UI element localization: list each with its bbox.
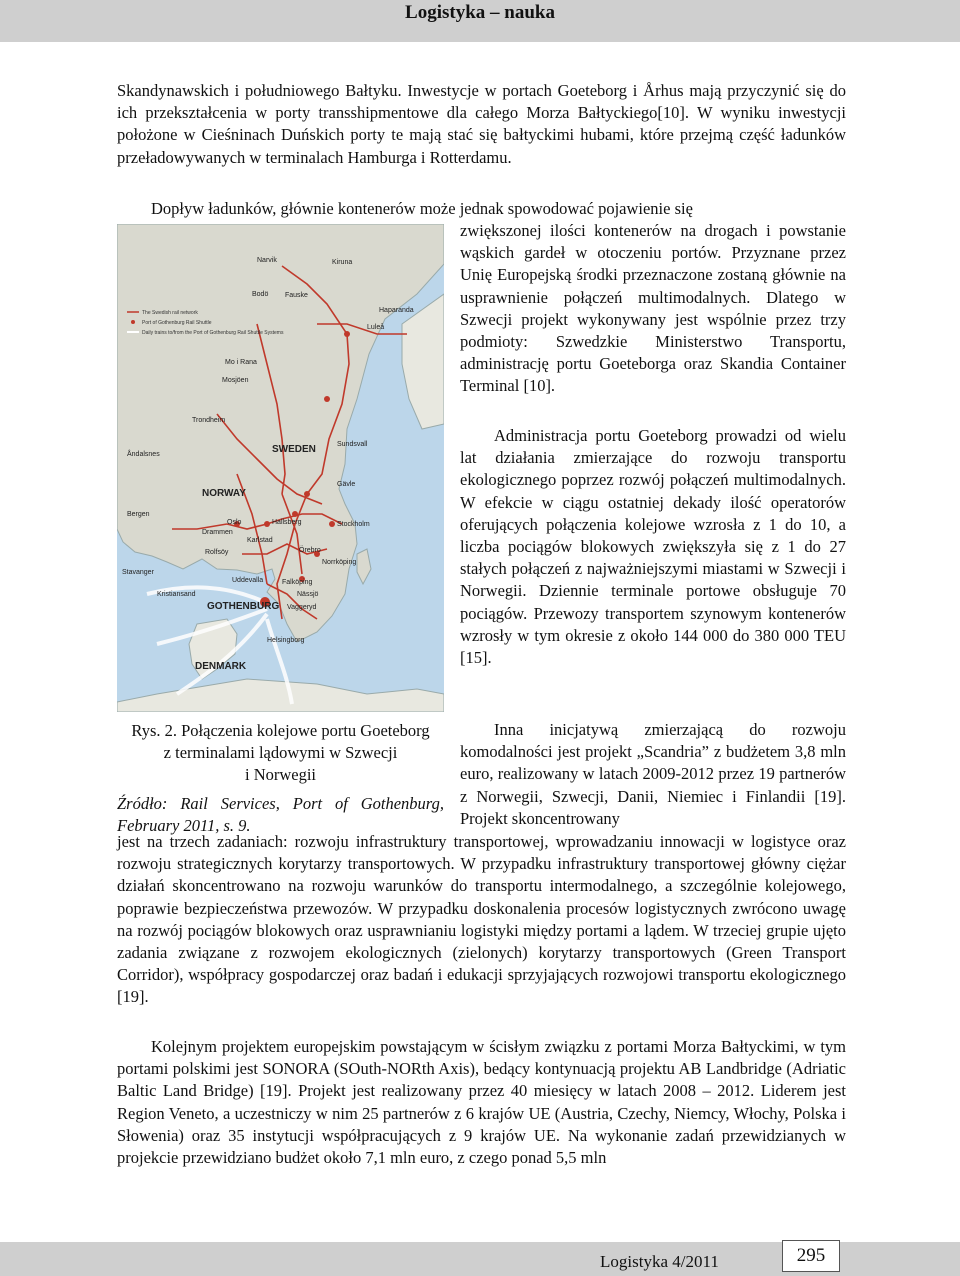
caption-line-2: z terminalami lądowymi w Szwecji bbox=[163, 743, 398, 763]
map-label-fauske: Fauske bbox=[285, 292, 308, 299]
map-label-kristiansand: Kristiansand bbox=[157, 591, 196, 598]
paragraph-2-start: Dopływ ładunków, głównie kontenerów może jednak spowodować pojawienie się bbox=[151, 199, 693, 218]
map-label-trondheim: Trondheim bbox=[192, 417, 226, 424]
map-label-karlstad: Karlstad bbox=[247, 537, 273, 544]
map-label-sundsvall: Sundsvall bbox=[337, 441, 368, 448]
caption-line-3: i Norwegii bbox=[244, 765, 317, 785]
map-label-hallsberg: Hallsberg bbox=[272, 519, 302, 526]
paragraph-3: Administracja portu Goeteborg prowadzi od wielu lat działania zmierzające do rozwoju transportu ekologicznego poprzez rozwój połączeń multimodalnych. W efekcie w ciągu ostatniej dekady ilość operatorów oferujących połączenia kolejowe wzrosła z 1 do 10, a liczba pociągów blokowych zwiększyła się z 1 do 27 stałych połączeń z najważniejszymi miastami w Szwecji i Norwegii. Dziennie terminale portowe obsługuje 70 pociągów. Przewozy transportem szynowym kontenerów wzrosły w tym okresie z około 144 000 do 380 000 TEU [15]. bbox=[460, 426, 846, 668]
map-label-rolfsoy: Rolfsöy bbox=[205, 549, 229, 556]
map-label-denmark: DENMARK bbox=[195, 661, 247, 672]
paragraph-4-start: Inna inicjatywą zmierzającą do rozwoju komodalności jest projekt „Scandria” z budżetem 3,8 mln euro, realizowany w latach 2009-2012 przez 19 partnerów z Norwegii, Szwecji, Danii, Niemiec i Finlandii [19]. Projekt skoncentrowany bbox=[460, 720, 846, 828]
map-label-nassjo: Nässjö bbox=[297, 591, 319, 598]
map-label-stockholm: Stockholm bbox=[337, 521, 370, 528]
map-label-andalsnes: Åndalsnes bbox=[127, 451, 160, 458]
page-number: 295 bbox=[782, 1240, 840, 1272]
running-header-title: Logistyka – nauka bbox=[405, 2, 555, 23]
paragraph-5: Kolejnym projektem europejskim powstającym w ścisłym związku z portami Morza Bałtyckimi, w tym portami polskimi jest SONORA (SOuth-NORth Axis), bedący kontynuacją projektu AB Landbridge (Adriatic Baltic Land Bridge) [19]. Projekt jest realizowany przez 40 miesięcy w latach 2008 – 2012. Liderem jest Region Veneto, a uczestniczy w nim 25 partnerów z 6 krajów UE (Austria, Czechy, Niemcy, Włochy, Polska i Słowenia) oraz 35 instytucji współpracujących z 9 krajów UE. Na wykonanie zadań przewidzianych w projekcie przewidziano budżet około 7,1 mln euro, z czego ponad 5,5 mln bbox=[117, 1037, 846, 1168]
map-label-drammen: Drammen bbox=[202, 529, 233, 536]
figure-caption bbox=[117, 720, 444, 837]
map-label-bodo: Bodö bbox=[252, 291, 269, 298]
map-label-falkoping: Falköping bbox=[282, 579, 313, 586]
map-label-orebro: Örebro bbox=[299, 547, 321, 554]
map-label-haparanda: Haparanda bbox=[379, 307, 414, 314]
map-label-vaggeryd: Vaggeryd bbox=[287, 604, 317, 611]
caption-line-1: Rys. 2. Połączenia kolejowe portu Goeteborg bbox=[131, 721, 430, 740]
paragraph-1: Skandynawskich i południowego Bałtyku. Inwestycje w portach Goeteborg i Århus mają przyczynić się do ich przekształcenia w porty transshipmentowe dla całego Morza Bałtyckiego[10]. W wyniku inwestycji położone w Cieśninach Duńskich porty te mają stać się bałtyckimi hubami, które przejmą część ładunków przeładowywanych w terminalach Hamburga i Rotterdamu. bbox=[117, 81, 846, 167]
map-label-gavle: Gävle bbox=[337, 481, 356, 488]
legend-label-1: The Swedish rail network bbox=[142, 310, 198, 316]
map-label-gothenburg: GOTHENBURG bbox=[207, 601, 280, 612]
map-label-norrkoping: Norrköping bbox=[322, 559, 357, 566]
legend-label-3: Daily trains to/from the Port of Gothenburg Rail Shuttle Systems bbox=[142, 330, 284, 336]
map-label-kiruna: Kiruna bbox=[332, 259, 353, 266]
map-label-mo-i-rana: Mo i Rana bbox=[225, 359, 257, 366]
rail-map-figure bbox=[117, 224, 444, 712]
footer-journal: Logistyka 4/2011 bbox=[600, 1252, 719, 1271]
map-label-narvik: Narvik bbox=[257, 257, 277, 264]
figure-source: Źródło: Rail Services, Port of Gothenburg, February 2011, s. 9. bbox=[117, 793, 444, 835]
map-label-helsingborg: Helsingborg bbox=[267, 637, 305, 644]
map-label-norway: NORWAY bbox=[202, 488, 246, 499]
map-label-mosjoen: Mosjöen bbox=[222, 377, 249, 384]
map-label-lulea: Luleå bbox=[367, 324, 385, 331]
map-label-bergen: Bergen bbox=[127, 511, 150, 518]
paragraph-2-cont: zwiększonej ilości kontenerów na drogach i powstanie wąskich gardeł w otoczeniu portów. Przyznane przez Unię Europejską środki przeznaczone zostaną głównie na usprawnienie połączeń multimodalnych. Dlatego w Szwecji projekt wykonywany jest wspólnie przez trzy podmioty: Szwedzkie Ministerstwo Transportu, administrację portu Goeteborga oraz Skandia Container Terminal [10]. bbox=[460, 221, 846, 396]
legend-label-2: Port of Gothenburg Rail Shuttle bbox=[142, 320, 212, 326]
paragraph-4-cont: jest na trzech zadaniach: rozwoju infrastruktury transportowej, wprowadzaniu innowacji w logistyce oraz rozwoju strategicznych korytarzy transportowych. W przypadku infrastruktury transportowej główny ciężar działań skoncentrowano na rozwoju warunków do transportu intermodalnego, a szczególnie kolejowego, poprawie bezpieczeństwa przewozów. W przypadku doskonalenia procesów logistycznych zwrócono uwagę na rozwój pociągów blokowych oraz usprawnianiu logistyki między portami a lądem. W trzeciej grupie ujęto zadania związane z rozwojem ekologicznych (zielonych) korytarzy transportowych (Green Transport Corridor), współpracy gospodarczej oraz badań i edukacji sprzyjających rozwojowi transportu ekologicznego [19]. bbox=[117, 832, 846, 1007]
map-label-stavanger: Stavanger bbox=[122, 569, 154, 576]
running-header bbox=[0, 0, 960, 42]
map-label-sweden: SWEDEN bbox=[272, 444, 316, 455]
map-label-oslo: Oslo bbox=[227, 519, 242, 526]
map-label-uddevalla: Uddevalla bbox=[232, 577, 264, 584]
